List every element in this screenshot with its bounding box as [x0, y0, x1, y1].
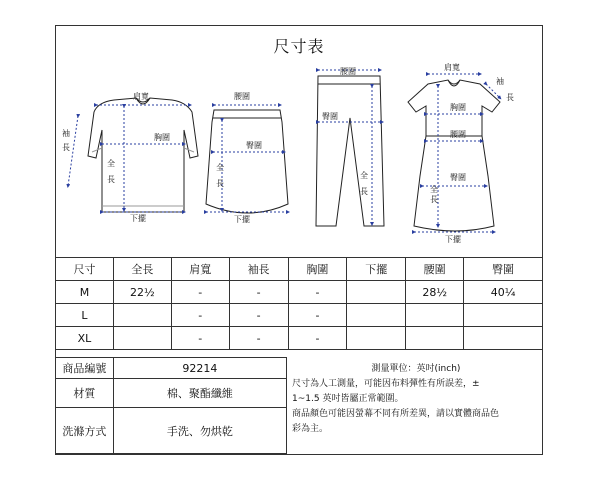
header-cell: 全長	[113, 258, 171, 281]
product-row-material	[56, 379, 287, 408]
product-row-code	[56, 358, 287, 379]
size-table	[55, 257, 543, 350]
table-cell: 40¼	[464, 281, 543, 304]
skirt-length-label-1: 全	[216, 163, 224, 172]
table-cell: 28½	[406, 281, 464, 304]
dress-length-label-2: 長	[430, 195, 438, 204]
note-line-2: 1~1.5 英吋皆屬正常範圍。	[292, 394, 404, 404]
garment-diagrams	[56, 26, 544, 258]
table-cell	[113, 327, 171, 350]
table-cell	[347, 281, 406, 304]
product-info-table	[55, 357, 287, 454]
table-row	[56, 304, 543, 327]
header-cell: 胸圍	[288, 258, 347, 281]
note-line-1: 尺寸為人工測量，可能因布料彈性有所誤差，±	[292, 379, 480, 389]
table-row	[56, 281, 543, 304]
header-cell: 臀圍	[464, 258, 543, 281]
size-table-header-row	[56, 258, 543, 281]
table-cell: XL	[56, 327, 114, 350]
table-cell	[464, 327, 543, 350]
dress-sleeve-label-1: 袖	[496, 77, 504, 86]
table-cell	[347, 327, 406, 350]
top-length-label-1: 全	[107, 159, 115, 168]
top-diagram	[88, 98, 198, 212]
pants-diagram	[316, 76, 384, 226]
material-label: 材質	[56, 379, 114, 408]
header-cell: 肩寬	[171, 258, 229, 281]
table-cell: -	[229, 327, 288, 350]
header-cell: 腰圍	[406, 258, 464, 281]
top-hem-label: 下擺	[130, 214, 146, 223]
page-title: 尺寸表	[273, 37, 325, 56]
table-cell: -	[171, 281, 229, 304]
top-sleeve-label-1: 袖	[62, 129, 70, 138]
table-cell: -	[171, 304, 229, 327]
dress-hem-label: 下擺	[445, 235, 461, 244]
table-cell	[347, 304, 406, 327]
product-row-wash	[56, 408, 287, 454]
dress-waist-label: 腰圍	[450, 130, 466, 139]
top-sleeve-label-2: 長	[62, 143, 70, 152]
dress-shoulder-label: 肩寬	[444, 63, 460, 72]
top-shoulder-label: 肩寬	[133, 92, 149, 101]
header-cell: 下擺	[347, 258, 406, 281]
top-length-label-2: 長	[107, 175, 115, 184]
table-cell	[464, 304, 543, 327]
dress-sleeve-label-2: 長	[506, 93, 514, 102]
dress-hip-label: 臀圍	[450, 173, 466, 182]
skirt-diagram	[206, 110, 288, 213]
pants-length-label-2: 長	[360, 187, 368, 196]
pants-hip-label: 臀圍	[322, 112, 338, 121]
table-cell	[406, 327, 464, 350]
table-cell: L	[56, 304, 114, 327]
top-chest-label: 胸圍	[154, 133, 170, 142]
measurement-notes	[292, 362, 540, 437]
pants-length-label-1: 全	[360, 171, 368, 180]
table-cell: 22½	[113, 281, 171, 304]
skirt-hem-label: 下擺	[234, 215, 250, 224]
table-cell: M	[56, 281, 114, 304]
dress-length-label-1: 全	[430, 185, 438, 194]
pants-waist-label: 腰圍	[340, 67, 356, 76]
dress-chest-label: 胸圍	[450, 103, 466, 112]
table-cell	[113, 304, 171, 327]
wash-label: 洗滌方式	[56, 408, 114, 454]
table-cell: -	[288, 304, 347, 327]
table-cell: -	[171, 327, 229, 350]
material-value: 棉、聚酯纖維	[113, 379, 286, 408]
product-code-label: 商品編號	[56, 358, 114, 379]
header-cell: 袖長	[229, 258, 288, 281]
table-row	[56, 327, 543, 350]
header-cell: 尺寸	[56, 258, 114, 281]
skirt-length-label-2: 長	[216, 179, 224, 188]
note-line-3: 商品顏色可能因螢幕不同有所差異，請以實體商品色	[292, 409, 500, 419]
table-cell: -	[229, 304, 288, 327]
skirt-waist-label: 腰圍	[234, 92, 250, 101]
note-line-4: 彩為主。	[292, 424, 329, 434]
product-code-value: 92214	[113, 358, 286, 379]
skirt-hip-label: 臀圍	[246, 141, 262, 150]
table-cell: -	[288, 327, 347, 350]
table-cell	[406, 304, 464, 327]
wash-value: 手洗、勿烘乾	[113, 408, 286, 454]
size-chart-frame	[55, 25, 543, 455]
table-cell: -	[288, 281, 347, 304]
unit-note: 測量單位：英吋(inch)	[371, 364, 461, 374]
table-cell: -	[229, 281, 288, 304]
